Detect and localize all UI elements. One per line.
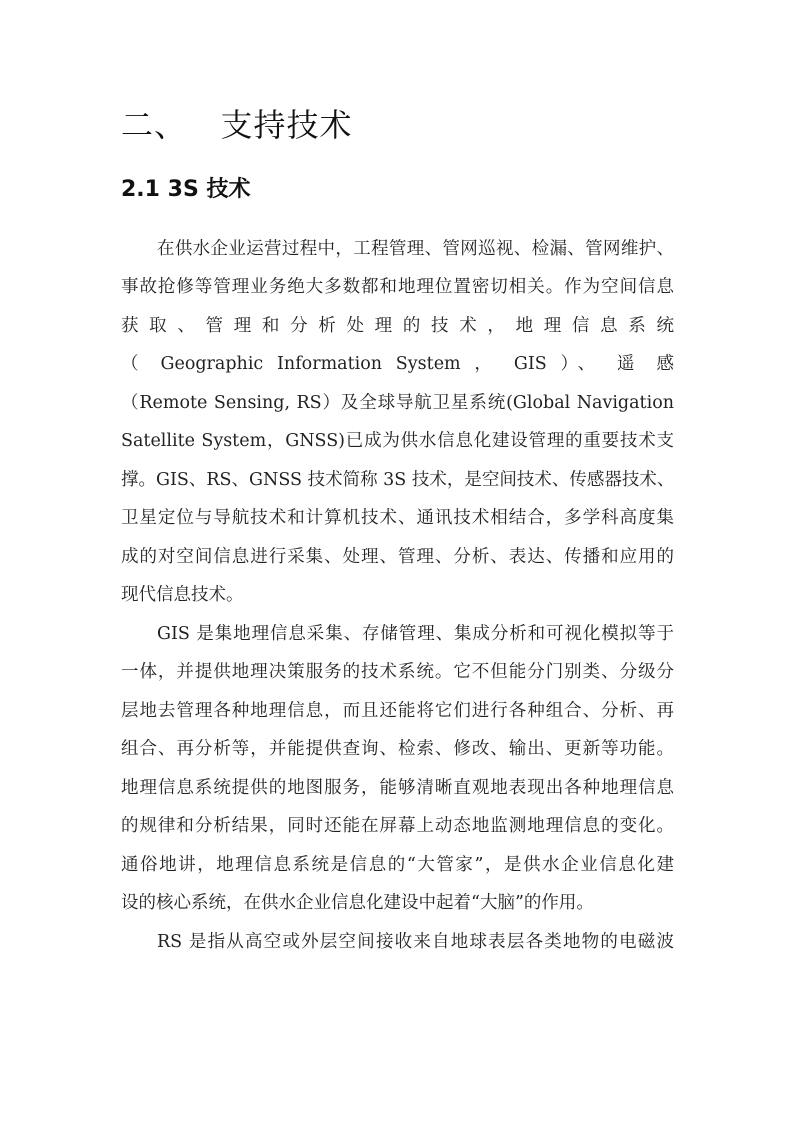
paragraph-line: 事故抢修等管理业务绝大多数都和地理位置密切相关。作为空间信息 bbox=[121, 277, 674, 297]
paragraph-line: 地理信息系统提供的地图服务，能够清晰直观地表现出各种地理信息 bbox=[121, 778, 674, 798]
paragraph-line: 获 取 、 管 理 和 分 析 处 理 的 技 术 ， 地 理 信 息 系 统 bbox=[121, 316, 674, 336]
chapter-title: 二、 支持技术 bbox=[121, 106, 353, 144]
paragraph-line: 现代信息技术。 bbox=[121, 585, 244, 605]
paragraph-line: 卫星定位与导航技术和计算机技术、通讯技术相结合，多学科高度集 bbox=[121, 508, 674, 528]
paragraph-line: RS 是指从高空或外层空间接收来自地球表层各类地物的电磁波 bbox=[157, 932, 674, 952]
paragraph-line: 撑。GIS、RS、GNSS 技术简称 3S 技术，是空间技术、传感器技术、 bbox=[121, 470, 675, 490]
paragraph-line: 组合、再分析等，并能提供查询、检索、修改、输出、更新等功能。 bbox=[121, 739, 674, 759]
paragraph-line: 一体，并提供地理决策服务的技术系统。它不但能分门别类、分级分 bbox=[121, 662, 674, 682]
paragraph-line: 的规律和分析结果，同时还能在屏幕上动态地监测地理信息的变化。 bbox=[121, 816, 674, 836]
paragraph-line: 通俗地讲，地理信息系统是信息的“大管家”，是供水企业信息化建 bbox=[121, 855, 674, 875]
paragraph-line: Satellite System，GNSS)已成为供水信息化建设管理的重要技术支 bbox=[121, 431, 674, 451]
paragraph-line: 设的核心系统，在供水企业信息化建设中起着“大脑”的作用。 bbox=[121, 893, 594, 913]
paragraph-line: GIS 是集地理信息采集、存储管理、集成分析和可视化模拟等于 bbox=[157, 624, 674, 644]
paragraph-line: 成的对空间信息进行采集、处理、管理、分析、表达、传播和应用的 bbox=[121, 547, 674, 567]
paragraph-line: 层地去管理各种地理信息，而且还能将它们进行各种组合、分析、再 bbox=[121, 701, 674, 721]
paragraph-line: （ Geographic Information System ， GIS ）、 遥 感 bbox=[121, 354, 674, 374]
paragraph-line: （Remote Sensing, RS）及全球导航卫星系统(Global Navigation bbox=[121, 393, 674, 413]
paragraph-line: 在供水企业运营过程中，工程管理、管网巡视、检漏、管网维护、 bbox=[157, 239, 674, 259]
section-title: 2.1 3S 技术 bbox=[121, 177, 251, 202]
